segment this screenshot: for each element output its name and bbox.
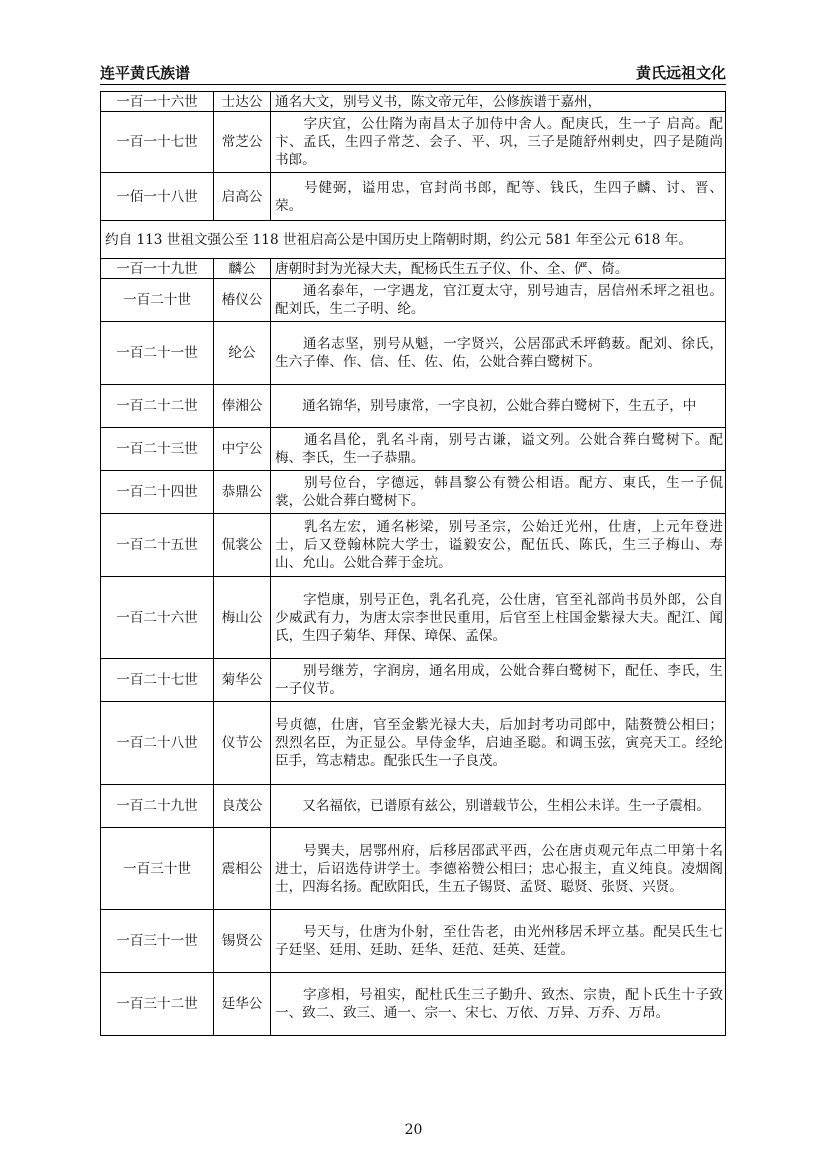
generation-row xyxy=(101,173,726,221)
header-title-left: 连平黄氏族谱 xyxy=(100,64,191,82)
generation-cell: 一佰一十八世 xyxy=(101,173,214,221)
page-number: 20 xyxy=(404,1122,423,1138)
generation-row xyxy=(101,702,726,785)
description-cell: 字庆宜，公仕隋为南昌太子加侍中舍人。配庚氏，生一子 启高。配卞、孟氏，生四子常芝、会子、平、巩，三子是随舒州剌史，四子是随尚书郎。 xyxy=(271,112,726,173)
description-cell: 号健弼，谥用忠，官封尚书郎，配等、钱氏，生四子麟、讨、晋、荣。 xyxy=(271,173,726,221)
generation-row xyxy=(101,785,726,828)
ancestor-name-cell: 俸湘公 xyxy=(214,385,271,428)
generation-cell: 一百二十七世 xyxy=(101,659,214,702)
generation-cell: 一百二十五世 xyxy=(101,514,214,577)
ancestor-name-cell: 锡贤公 xyxy=(214,910,271,973)
description-cell: 号天与，仕唐为仆射，至仕告老，由光州移居禾坪立基。配吴氏生七子廷坚、廷用、廷助、廷华、廷范、廷英、廷萱。 xyxy=(271,910,726,973)
generation-row xyxy=(101,428,726,471)
generation-cell: 一百二十四世 xyxy=(101,471,214,514)
description-cell: 又名福依，已谱原有兹公，别谱载节公，生相公未详。生一子震相。 xyxy=(271,785,726,828)
generation-cell: 一百二十八世 xyxy=(101,702,214,785)
generation-row xyxy=(101,385,726,428)
ancestor-name-cell: 纶公 xyxy=(214,322,271,385)
generation-cell: 一百二十九世 xyxy=(101,785,214,828)
ancestor-name-cell: 常芝公 xyxy=(214,112,271,173)
generation-cell: 一百二十世 xyxy=(101,279,214,322)
generation-row xyxy=(101,910,726,973)
description-cell: 通名昌伦，乳名斗南，别号古谦，谥文列。公妣合葬白鹭树下。配梅、李氏，生一子恭鼎。 xyxy=(271,428,726,471)
generation-cell: 一百三十二世 xyxy=(101,973,214,1036)
description-cell: 通名泰年，一字遇龙，官江夏太守，别号迪吉，居信州禾坪之祖也。配刘氏，生二子明、纶。 xyxy=(271,279,726,322)
ancestor-name-cell: 启高公 xyxy=(214,173,271,221)
generation-row xyxy=(101,973,726,1036)
ancestor-name-cell: 廷华公 xyxy=(214,973,271,1036)
ancestor-name-cell: 中宁公 xyxy=(214,428,271,471)
ancestor-name-cell: 麟公 xyxy=(214,259,271,279)
generation-cell: 一百二十一世 xyxy=(101,322,214,385)
description-cell: 通名锦华，别号康常，一字良初，公妣合葬白鹭树下，生五子，中 xyxy=(271,385,726,428)
description-cell: 号贞德，仕唐，官至金紫光禄大夫，后加封考功司郎中，陆赘赞公相曰；烈烈名臣，为正显公。早侍金华，启迪圣聪。和调玉弦，寅亮天工。经纶臣手，笃志精忠。配张氏生一子良茂。 xyxy=(271,702,726,785)
note-row xyxy=(101,221,726,259)
description-cell: 别号位台，字德远，韩昌黎公有赞公相语。配方、東氏，生一子侃裳，公妣合葬白鹭树下。 xyxy=(271,471,726,514)
generation-cell: 一百三十一世 xyxy=(101,910,214,973)
description-cell: 字彦相，号祖实，配杜氏生三子勤升、致杰、宗贵，配卜氏生十子致一、致二、致三、通一、宗一、宋七、万依、万异、万乔、万昂。 xyxy=(271,973,726,1036)
generation-row xyxy=(101,828,726,910)
generation-row xyxy=(101,659,726,702)
ancestor-name-cell: 恭鼎公 xyxy=(214,471,271,514)
generation-cell: 一百二十二世 xyxy=(101,385,214,428)
description-cell: 字恺康，别号正色，乳名孔亮，公仕唐，官至礼部尚书员外郎，公自少威武有力，为唐太宗李世民重用，后官至上柱国金紫禄大夫。配江、闻氏，生四子菊华、拜保、璋保、孟保。 xyxy=(271,577,726,659)
generation-row xyxy=(101,577,726,659)
ancestor-name-cell: 梅山公 xyxy=(214,577,271,659)
generation-row xyxy=(101,322,726,385)
generation-cell: 一百二十三世 xyxy=(101,428,214,471)
ancestor-name-cell: 椿仪公 xyxy=(214,279,271,322)
ancestor-name-cell: 震相公 xyxy=(214,828,271,910)
description-cell: 通名大文，别号义书，陈文帝元年，公修族谱于嘉州， xyxy=(271,92,726,112)
ancestor-name-cell: 良茂公 xyxy=(214,785,271,828)
description-cell: 通名志坚，别号从魁，一字贤兴，公居邵武禾坪鹤薮。配刘、徐氏，生六子俸、作、信、任、佐、佑，公妣合葬白鹭树下。 xyxy=(271,322,726,385)
ancestor-name-cell: 菊华公 xyxy=(214,659,271,702)
description-cell: 唐朝时封为光禄大夫，配杨氏生五子仪、仆、全、俨、倚。 xyxy=(271,259,726,279)
ancestor-name-cell: 仪节公 xyxy=(214,702,271,785)
generation-row xyxy=(101,514,726,577)
description-cell: 乳名左宏，通名彬梁，别号圣宗，公始迁光州，仕唐，上元年登进士，后又登翰林院大学士，谥毅安公，配伍氏、陈氏，生三子梅山、寿山、允山。公妣合葬于金坑。 xyxy=(271,514,726,577)
ancestor-name-cell: 侃裳公 xyxy=(214,514,271,577)
generation-row xyxy=(101,259,726,279)
genealogy-table xyxy=(100,91,726,1036)
description-cell: 别号继芳，字润房，通名用成，公妣合葬白鹭树下，配任、李氏，生一子仪节。 xyxy=(271,659,726,702)
description-cell: 号巽夫，居鄂州府，后移居邵武平西，公在唐贞观元年点二甲第十名进士，后诏选侍讲学士。李德裕赞公相曰；忠心报主，直义纯良。凌烟阁士，四海名扬。配欧阳氏，生五子锡贤、孟贤、聪贤、张贤、兴贤。 xyxy=(271,828,726,910)
generation-row xyxy=(101,471,726,514)
generation-row xyxy=(101,112,726,173)
generation-cell: 一百一十七世 xyxy=(101,112,214,173)
generation-cell: 一百一十六世 xyxy=(101,92,214,112)
generation-cell: 一百一十九世 xyxy=(101,259,214,279)
generation-cell: 一百三十世 xyxy=(101,828,214,910)
generation-row xyxy=(101,92,726,112)
generation-cell: 一百二十六世 xyxy=(101,577,214,659)
period-note: 约自 113 世祖文强公至 118 世祖启高公是中国历史上隋朝时期，约公元 581 年至公元 618 年。 xyxy=(101,221,726,259)
header-title-right: 黄氏远祖文化 xyxy=(635,64,726,82)
page-header xyxy=(100,62,726,85)
ancestor-name-cell: 士达公 xyxy=(214,92,271,112)
generation-row xyxy=(101,279,726,322)
